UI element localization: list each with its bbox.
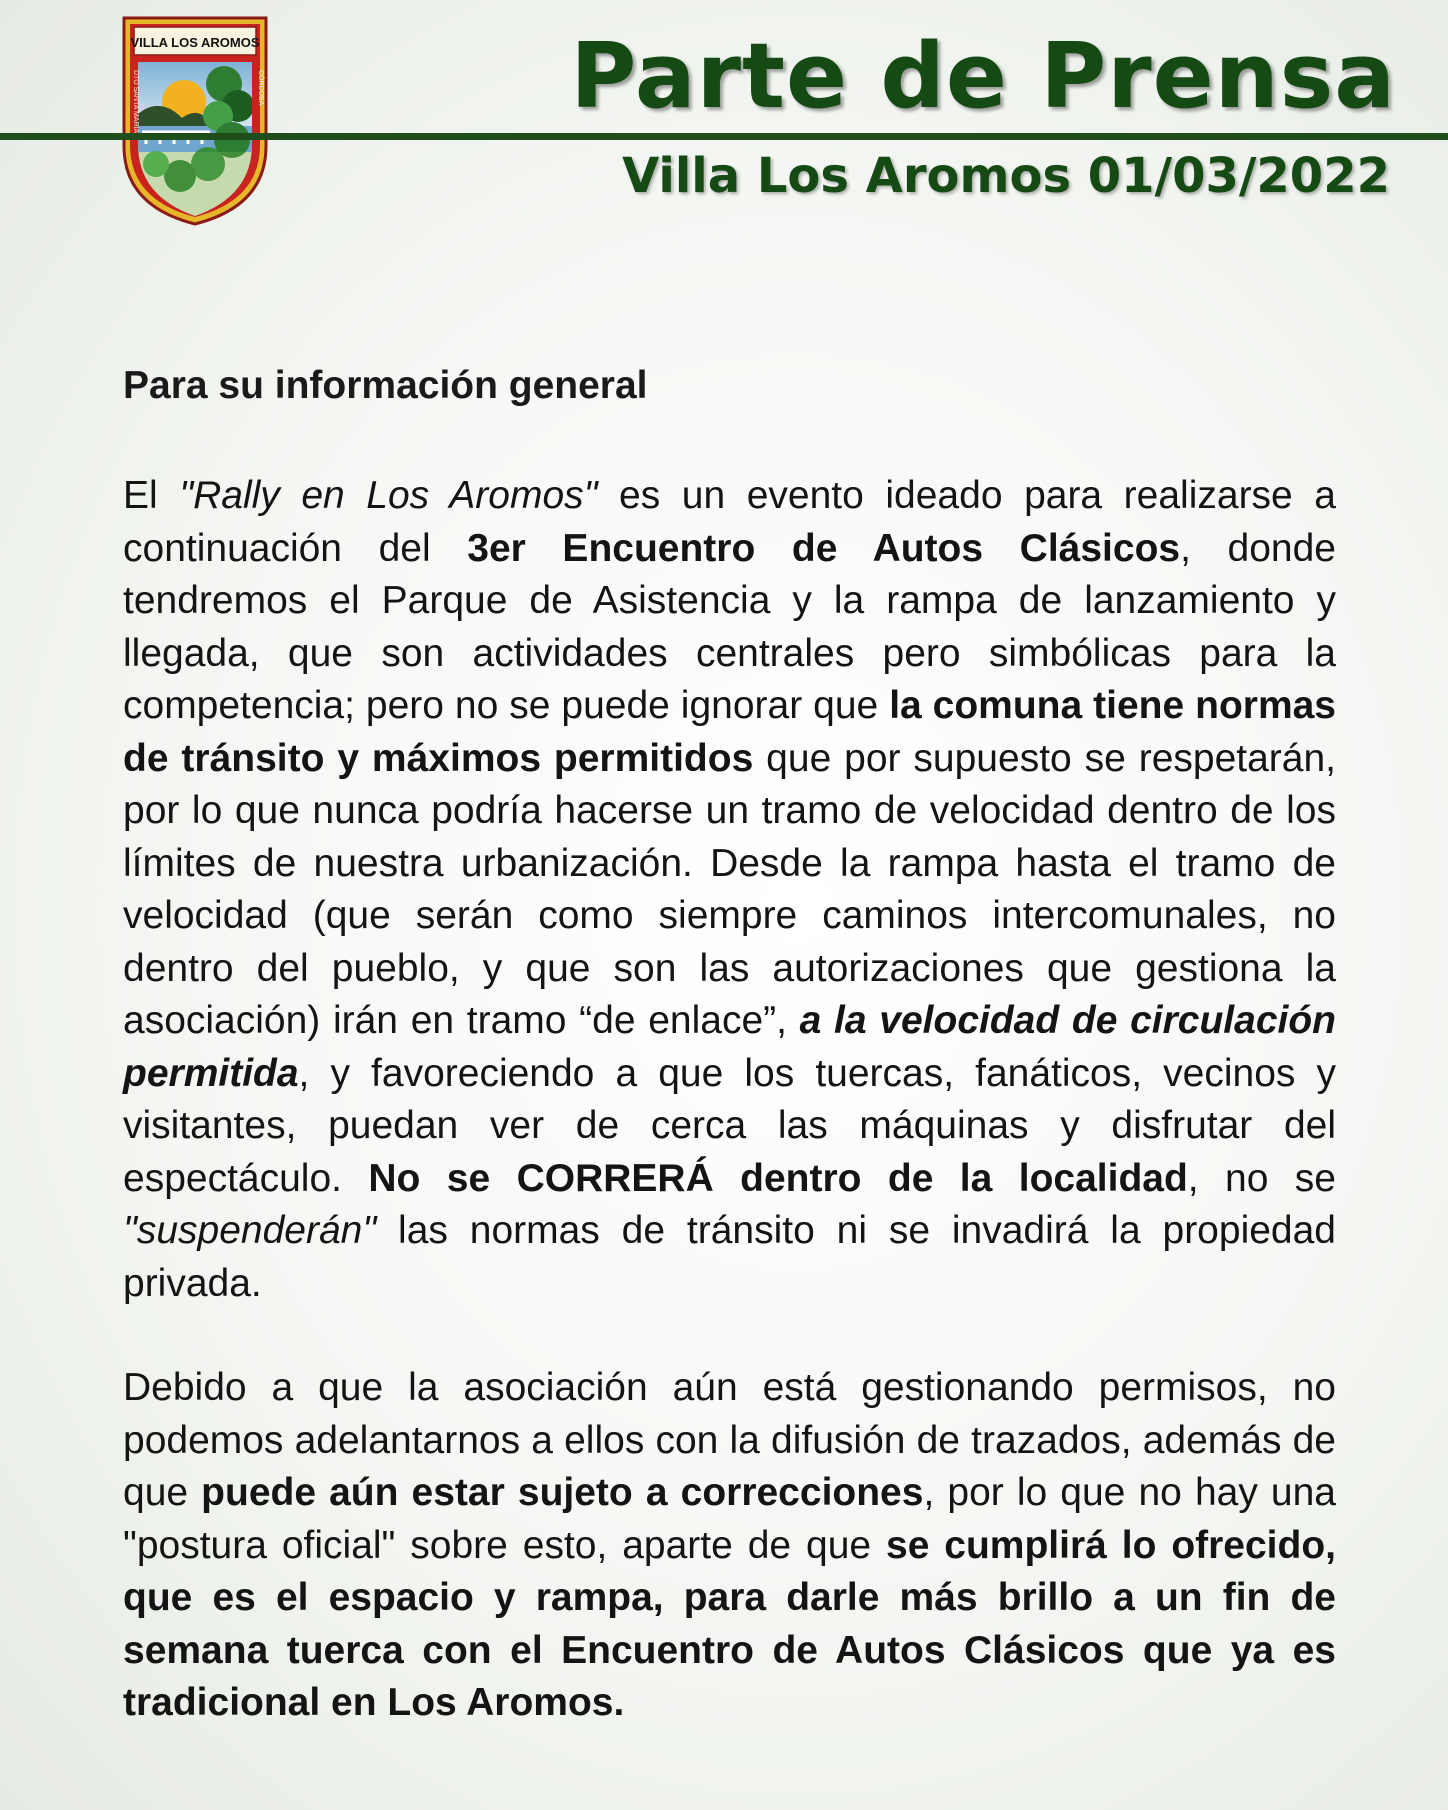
text-run: No se CORRERÁ dentro de la localidad bbox=[368, 1156, 1188, 1200]
text-run: , donde tendremos el Parque de Asistencia y la rampa de lanzamiento y llegada, que son actividades centrales pero simbólicas para la competencia; pero no se puede ignorar que bbox=[123, 526, 1336, 727]
text-run: a la velocidad de circulación permitida bbox=[123, 999, 1336, 1095]
paragraph-1 bbox=[123, 470, 1336, 1310]
body-heading: Para su información general bbox=[123, 364, 648, 407]
text-run: El bbox=[123, 474, 180, 517]
crest-name-text: VILLA LOS AROMOS bbox=[130, 35, 260, 50]
crest-right-text: CÓRDOBA bbox=[257, 70, 264, 106]
villa-los-aromos-crest-logo bbox=[120, 14, 270, 226]
text-run: es un evento ideado para realizarse a continuación del bbox=[123, 474, 1336, 570]
crest-left-text: DTO SANTA MARIA bbox=[132, 70, 139, 134]
page-subtitle-date: Villa Los Aromos 01/03/2022 bbox=[622, 148, 1390, 204]
text-run: puede aún estar sujeto a correcciones bbox=[201, 1471, 924, 1514]
press-release-body bbox=[123, 360, 1336, 1782]
text-run: se cumplirá lo ofrecido, que es el espacio y rampa, para darle más brillo a un fin de semana tuerca con el Encuentro de Autos Clásicos que ya es tradicional en Los Aromos. bbox=[123, 1523, 1337, 1724]
text-run: la comuna tiene normas de tránsito y máximos permitidos bbox=[123, 684, 1337, 780]
text-run: , no se bbox=[1187, 1156, 1336, 1200]
text-run: , por lo que no hay una "postura oficial" sobre esto, aparte de que bbox=[123, 1471, 1336, 1567]
text-run: Debido a que la asociación aún está gestionando permisos, no podemos adelantarnos a ellos con la difusión de trazados, además de que bbox=[123, 1366, 1336, 1514]
text-run: las normas de tránsito ni se invadirá la propiedad privada. bbox=[123, 1209, 1336, 1305]
text-run: "Rally en Los Aromos" bbox=[179, 474, 598, 517]
text-run: , y favoreciendo a que los tuercas, fanáticos, vecinos y visitantes, puedan ver de cerca las máquinas y disfrutar del espectáculo. bbox=[123, 1051, 1336, 1200]
text-run: 3er Encuentro de Autos Clásicos bbox=[467, 526, 1181, 570]
paragraph-2 bbox=[123, 1362, 1336, 1730]
text-run: "suspenderán" bbox=[123, 1209, 377, 1252]
header-divider-line bbox=[0, 133, 1448, 140]
page-title: Parte de Prensa bbox=[570, 24, 1396, 129]
text-run: que por supuesto se respetarán, por lo que nunca podría hacerse un tramo de velocidad dentro de los límites de nuestra urbanización. Desde la rampa hasta el tramo de velocidad (que serán como siempre caminos intercomunales, no dentro del pueblo, y que son las autorizaciones que gestiona la asociación) irán en tramo “de enlace”, bbox=[123, 736, 1336, 1042]
